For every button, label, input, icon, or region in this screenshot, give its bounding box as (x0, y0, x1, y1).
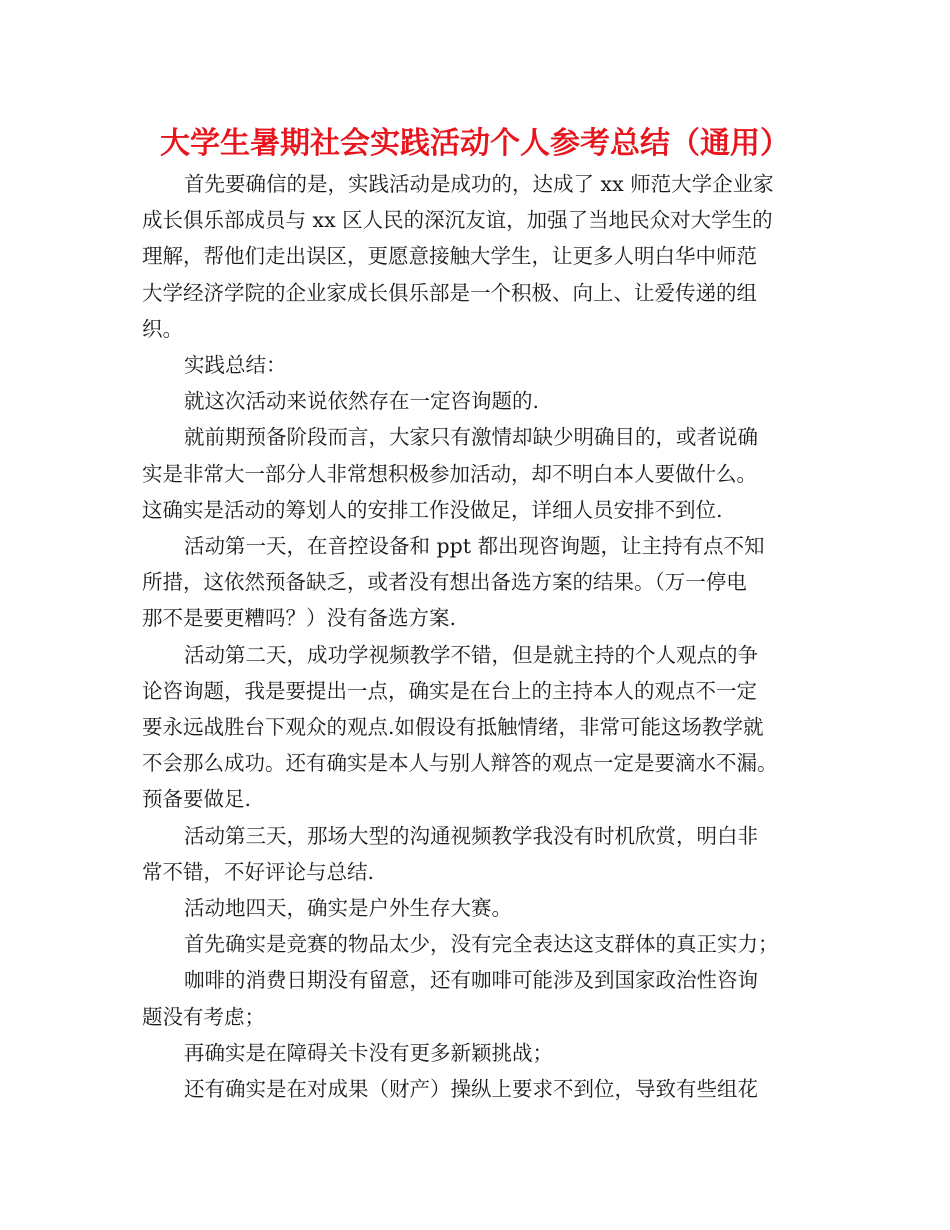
paragraph (142, 166, 814, 347)
text-line: 就这次活动来说依然存在一定咨询题的. (184, 389, 540, 414)
text-line: 还有确实是在对成果（财产）操纵上要求不到位，导致有些组花 (184, 1077, 758, 1102)
paragraph (142, 528, 814, 637)
paragraph (142, 926, 814, 962)
text-line: 活动第一天，在音控设备和 ppt 都出现咨询题，让主持有点不知 (184, 534, 765, 559)
text-line: 理解，帮他们走出误区，更愿意接触大学生，让更多人明白华中师范 (142, 244, 757, 269)
document-title: 大学生暑期社会实践活动个人参考总结（通用） (160, 126, 790, 161)
text-line: 成长俱乐部成员与 xx 区人民的深沉友谊，加强了当地民众对大学生的 (142, 208, 773, 233)
paragraph (142, 1071, 814, 1107)
paragraph (142, 962, 814, 1034)
text-line: 论咨询题，我是要提出一点，确实是在台上的主持本人的观点不一定 (142, 678, 757, 703)
paragraph (142, 1035, 814, 1071)
text-line: 咖啡的消费日期没有留意，还有咖啡可能涉及到国家政治性咨询 (184, 968, 758, 993)
text-line: 这确实是活动的筹划人的安排工作没做足，详细人员安排不到位. (142, 497, 723, 522)
document-body (142, 166, 814, 1107)
text-line: 就前期预备阶段而言，大家只有激情却缺少明确目的，或者说确 (184, 425, 758, 450)
paragraph (142, 419, 814, 528)
text-line: 所措，这依然预备缺乏，或者没有想出备选方案的结果。（万一停电 (142, 570, 747, 595)
text-line: 题没有考虑； (142, 1004, 265, 1029)
paragraph (142, 347, 814, 383)
text-line: 不会那么成功。还有确实是本人与别人辩答的观点一定是要滴水不漏。 (142, 751, 778, 776)
paragraph (142, 818, 814, 890)
text-line: 预备要做足. (142, 787, 252, 812)
text-line: 活动地四天，确实是户外生存大赛。 (184, 896, 512, 921)
text-line: 实践总结： (184, 353, 287, 378)
text-line: 要永远战胜台下观众的观点.如假设有抵触情绪，非常可能这场教学就 (142, 715, 764, 740)
text-line: 活动第三天，那场大型的沟通视频教学我没有时机欣赏，明白非 (184, 823, 758, 848)
text-line: 织。 (142, 316, 183, 341)
text-line: 再确实是在障碍关卡没有更多新颖挑战； (184, 1040, 553, 1065)
text-line: 那不是要更糟吗？）没有备选方案. (142, 606, 457, 631)
text-line: 活动第二天，成功学视频教学不错，但是就主持的个人观点的争 (184, 642, 758, 667)
paragraph (142, 890, 814, 926)
text-line: 常不错，不好评论与总结. (142, 859, 375, 884)
text-line: 首先确实是竞赛的物品太少，没有完全表达这支群体的真正实力； (184, 932, 779, 957)
text-line: 首先要确信的是，实践活动是成功的，达成了 xx 师范大学企业家 (184, 172, 774, 196)
text-line: 实是非常大一部分人非常想积极参加活动，却不明白本人要做什么。 (142, 461, 757, 486)
text-line: 大学经济学院的企业家成长俱乐部是一个积极、向上、让爱传递的组 (142, 280, 757, 305)
paragraph (142, 637, 814, 818)
paragraph (142, 383, 814, 419)
